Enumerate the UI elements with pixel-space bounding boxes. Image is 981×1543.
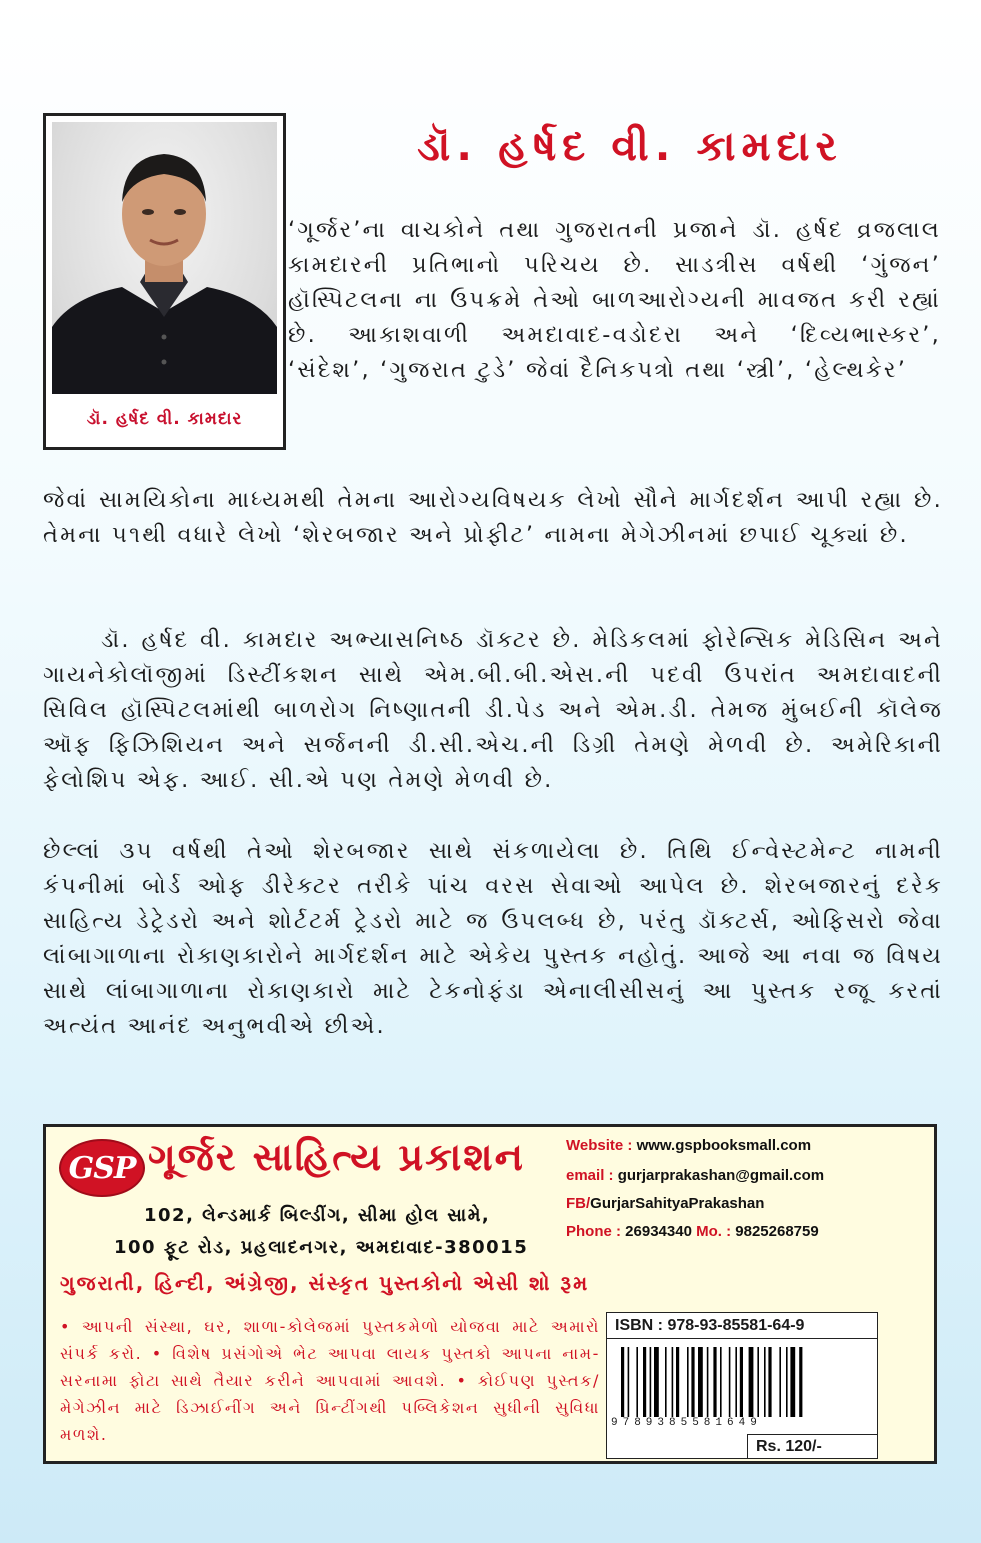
publisher-logo: GSP bbox=[59, 1139, 145, 1197]
mobile-number: 9825268759 bbox=[735, 1223, 819, 1240]
bio-paragraph-1-top: ‘ગૂર્જર’ના વાચકોને તથા ગુજરાતની પ્રજાને ડૉ. હર્ષદ વ્રજલાલ કામદારની પ્રતિભાનો પરિચય છે. સાડત્રીસ વર્ષથી ‘ગુંજન’ હૉસ્પિટલના ના ઉપક્રમે તેઓ બાળઆરોગ્યની માવજત કરી રહ્યાં છે. આકાશવાળી અમદાવાદ-વડોદરા અને ‘દિવ્યભાસ્કર’, ‘સંદેશ’, ‘ગુજરાત ટુડે’ જેવાં દૈનિકપત્રો તથા ‘સ્ત્રી’, ‘હેલ્થકેર’ bbox=[288, 217, 941, 383]
email-row bbox=[566, 1167, 824, 1184]
photo-caption: ડૉ. હર્ષદ વી. કામદાર bbox=[52, 398, 277, 440]
facebook-label: FB/ bbox=[566, 1195, 591, 1212]
showroom-line: ગુજરાતી, હિન્દી, અંગ્રેજી, સંસ્કૃત પુસ્તકોનો એસી શો રૂમ bbox=[60, 1271, 590, 1295]
barcode-icon bbox=[617, 1347, 867, 1417]
author-photo bbox=[52, 122, 277, 394]
email-link[interactable]: gurjarprakashan@gmail.com bbox=[617, 1167, 825, 1184]
bio-paragraph-3: છેલ્લાં ૩૫ વર્ષથી તેઓ શેરબજાર સાથે સંકળાયેલા છે. તિથિ ઈન્વેસ્ટમેન્ટ નામની કંપનીમાં બોર્ડ ઓફ ડીરેક્ટર તરીકે પાંચ વરસ સેવાઓ આપેલ છે. શેરબજારનું દરેક સાહિત્ય ડેટ્રેડરો અને શોર્ટટર્મ ટ્રેડરો માટે જ ઉપલબ્ધ છે, પરંતુ ડૉક્ટર્સ, ઓફિસરો જેવા લાંબાગાળાના રોકાણકારોને માર્ગદર્શન માટે એકેય પુસ્તક નહોતું. આજે આ નવા જ વિષય સાથે લાંબાગાળાના રોકાણકારો માટે ટેકનોફંડા એનાલીસીસનું આ પુસ્તક રજૂ કરતાં અત્યંત આનંદ અનુભવીએ છીએ. bbox=[43, 838, 943, 1039]
bio-paragraph-2: ડૉ. હર્ષદ વી. કામદાર અભ્યાસનિષ્ઠ ડૉક્ટર છે. મેડિકલમાં ફોરેન્સિક મેડિસિન અને ગાયનેકોલૉજીમાં ડિસ્ટીંકશન સાથે એમ.બી.બી.એસ.ની પદવી ઉપરાંત અમદાવાદની સિવિલ હૉસ્પિટલમાંથી બાળરોગ નિષ્ણાતની ડી.પેડ અને એમ.ડી. તેમજ મુંબઈની કૉલેજ ઑફ ફિઝિશિયન અને સર્જનની ડી.સી.એચ.ની ડિગ્રી તેમણે મેળવી છે. અમેરિકાની ફેલોશિપ એફ. આઈ. સી.એ પણ તેમણે મેળવી છે. bbox=[43, 627, 943, 793]
isbn-label: ISBN : 978-93-85581-64-9 bbox=[607, 1313, 877, 1339]
facebook-link[interactable]: GurjarSahityaPrakashan bbox=[590, 1195, 765, 1212]
publisher-address-line1: 102, લેન્ડમાર્ક બિલ્ડીંગ, સીમા હોલ સામે, bbox=[144, 1205, 491, 1226]
mobile-label: Mo. : bbox=[696, 1223, 732, 1240]
bio-paragraph-1-bottom: જેવાં સામયિકોના માધ્યમથી તેમના આરોગ્યવિષયક લેખો સૌને માર્ગદર્શન આપી રહ્યા છે. તેમના ૫૧થી વધારે લેખો ‘શેરબજાર અને પ્રોફીટ’ નામના મેગેઝીનમાં છપાઈ ચૂક્યાં છે. bbox=[43, 487, 943, 548]
facebook-row bbox=[566, 1195, 764, 1212]
price-label: Rs. 120/- bbox=[747, 1434, 877, 1458]
website-label: Website : bbox=[566, 1137, 633, 1154]
publisher-address-line2: 100 ફૂટ રોડ, પ્રહલાદનગર, અમદાવાદ-380015 bbox=[114, 1237, 529, 1258]
phone-number: 26934340 bbox=[625, 1223, 692, 1240]
email-label: email : bbox=[566, 1167, 614, 1184]
publisher-box bbox=[43, 1124, 937, 1464]
portrait-illustration bbox=[52, 122, 277, 394]
barcode-digits: 9789385581649 bbox=[611, 1417, 762, 1429]
phone-label: Phone : bbox=[566, 1223, 621, 1240]
website-row bbox=[566, 1137, 811, 1154]
publisher-name: ગૂર્જર સાહિત્ય પ્રકાશન bbox=[148, 1135, 525, 1179]
isbn-box bbox=[606, 1312, 878, 1459]
phone-row bbox=[566, 1223, 819, 1240]
promo-text: • આપની સંસ્થા, ઘર, શાળા-કોલેજમાં પુસ્તકમેળો યોજવા માટે અમારો સંપર્ક કરો. • વિશેષ પ્રસંગોએ ભેટ આપવા લાયક પુસ્તકો આપના નામ-સરનામા ફોટા સાથે તૈયાર કરીને આપવામાં આવશે. • કોઈપણ પુસ્તક/મેગેઝીન માટે ડિઝાઈનીંગ અને પ્રિન્ટીંગથી પબ્લિકેશન સુધીની સુવિધા મળશે. bbox=[60, 1317, 600, 1444]
author-photo-frame bbox=[43, 113, 286, 450]
website-link[interactable]: www.gspbooksmall.com bbox=[636, 1137, 812, 1154]
author-name-title: ડૉ. હર્ષદ વી. કામદાર bbox=[417, 122, 843, 170]
